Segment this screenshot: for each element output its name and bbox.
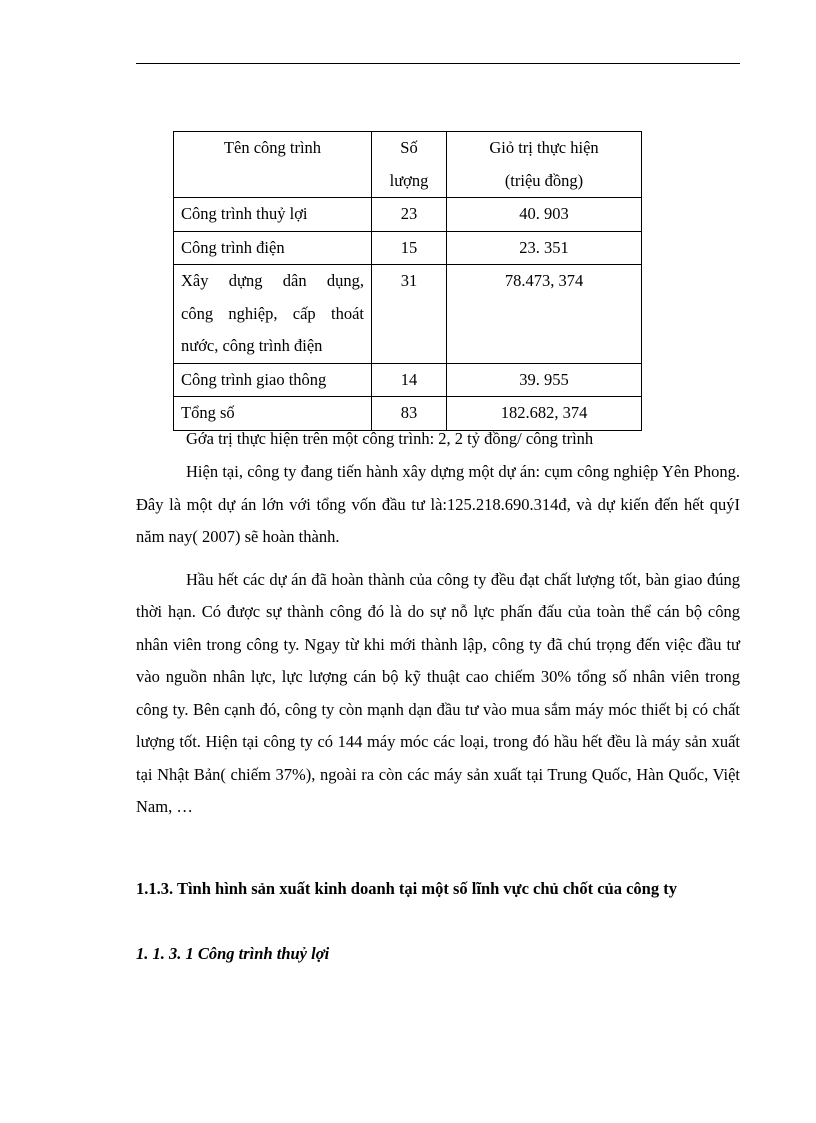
subsection-heading: 1. 1. 3. 1 Công trình thuỷ lợi <box>136 944 330 963</box>
row-name-line: nước, công trình điện <box>181 336 323 355</box>
row-quantity: 83 <box>372 397 447 431</box>
row-name: Công trình giao thông <box>174 363 372 397</box>
row-quantity: 31 <box>372 265 447 364</box>
projects-table <box>173 131 642 431</box>
table-row <box>174 198 642 232</box>
header-value-line1: Giỏ trị thực hiện <box>489 138 599 157</box>
row-value: 182.682, 374 <box>447 397 642 431</box>
row-value: 23. 351 <box>447 231 642 265</box>
body-text <box>136 456 740 824</box>
header-quantity-line2: lượng <box>389 170 429 190</box>
table-row <box>174 231 642 265</box>
row-quantity: 15 <box>372 231 447 265</box>
row-name <box>174 265 372 364</box>
header-quantity <box>372 132 447 198</box>
paragraph: Hiện tại, công ty đang tiến hành xây dựng một dự án: cụm công nghiệp Yên Phong. Đây là một dự án lớn với tổng vốn đầu tư là:125.218.690.314đ, và dự kiến đến hết quýI năm nay( 2007) sẽ hoàn thành. <box>136 462 740 546</box>
header-rule <box>136 63 740 64</box>
row-value: 78.473, 374 <box>447 265 642 364</box>
header-value-line2: (triệu đồng) <box>504 170 584 190</box>
row-quantity: 14 <box>372 363 447 397</box>
table-header-row <box>174 132 642 198</box>
row-name: Tổng số <box>174 397 372 431</box>
row-value: 40. 903 <box>447 198 642 232</box>
table-row <box>174 265 642 364</box>
table-caption: Gớa trị thực hiện trên một công trình: 2, 2 tỷ đồng/ công trình <box>186 429 594 448</box>
row-name: Công trình điện <box>174 231 372 265</box>
table-total-row <box>174 397 642 431</box>
row-value: 39. 955 <box>447 363 642 397</box>
row-name-line: Xây dựng dân dụng, <box>181 271 364 290</box>
header-value <box>447 132 642 198</box>
row-name: Công trình thuỷ lợi <box>174 198 372 232</box>
header-quantity-line1: Số <box>400 138 418 157</box>
header-project-name: Tên công trình <box>174 132 372 198</box>
row-quantity: 23 <box>372 198 447 232</box>
section-heading: 1.1.3. Tình hình sản xuất kinh doanh tại một số lĩnh vực chủ chốt của công ty <box>136 879 677 898</box>
table-row <box>174 363 642 397</box>
row-name-line: công nghiệp, cấp thoát <box>181 303 364 323</box>
paragraph: Hầu hết các dự án đã hoàn thành của công ty đều đạt chất lượng tốt, bàn giao đúng thời hạn. Có được sự thành công đó là do sự nỗ lực phấn đấu của toàn thể cán bộ công nhân viên trong công ty. Ngay từ khi mới thành lập, công ty đã chú trọng đến việc đầu tư vào nguồn nhân lực, lực lượng cán bộ kỹ thuật cao chiếm 30% tổng số nhân viên trong công ty. Bên cạnh đó, công ty còn mạnh dạn đầu tư vào mua sắm máy móc thiết bị có chất lượng tốt. Hiện tại công ty có 144 máy móc các loại, trong đó hầu hết đều là máy sản xuất tại Nhật Bản( chiếm 37%), ngoài ra còn các máy sản xuất tại Trung Quốc, Hàn Quốc, Việt Nam, … <box>136 569 740 816</box>
